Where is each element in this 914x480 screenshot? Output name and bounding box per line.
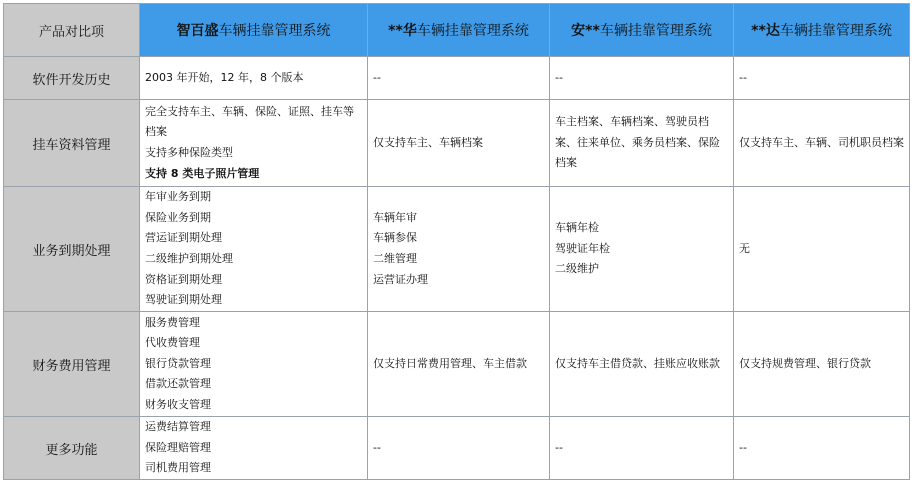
cell-trailer-records-3	[550, 100, 734, 187]
cell-expiry-2	[368, 187, 550, 312]
row-label-finance: 财务费用管理	[4, 312, 140, 417]
cell-line: 仅支持车主借贷款、挂账应收账款	[555, 356, 720, 370]
cell-expiry-3	[550, 187, 734, 312]
cell-line: --	[739, 70, 747, 84]
header-corner: 产品对比项	[4, 4, 140, 57]
cell-line: 车辆年审	[373, 210, 417, 224]
cell-line: 保险业务到期	[145, 210, 211, 224]
cell-line: 年审业务到期	[145, 190, 211, 204]
cell-line: 运营证办理	[373, 272, 428, 286]
row-trailer-records	[4, 100, 910, 187]
cell-line: 资格证到期处理	[145, 272, 222, 286]
cell-line: 2003 年开始，12 年，8 个版本	[145, 70, 304, 84]
product-3-name: 安**	[571, 23, 600, 39]
cell-line: 营运证到期处理	[145, 231, 222, 245]
cell-line: 无	[739, 241, 750, 255]
comparison-table	[3, 3, 910, 480]
cell-line: 车主档案、车辆档案、驾驶员档案、往来单位、乘务员档案、保险档案	[555, 115, 720, 170]
cell-line: 车辆年检	[555, 221, 599, 235]
cell-line: --	[373, 70, 381, 84]
row-expiry	[4, 187, 910, 312]
cell-line: 二级维护到期处理	[145, 252, 233, 265]
cell-line: 仅支持规费管理、银行贷款	[739, 356, 871, 370]
header-product-2	[368, 4, 550, 57]
cell-line: 二级维护	[555, 262, 599, 276]
header-product-4	[734, 4, 910, 57]
cell-line: 保险理赔管理	[145, 440, 211, 454]
cell-line: --	[555, 440, 563, 454]
cell-trailer-records-4	[734, 100, 910, 187]
cell-line: 驾驶证年检	[555, 241, 610, 255]
row-label-more: 更多功能	[4, 417, 140, 480]
cell-line: 仅支持车主、车辆、司机职员档案	[739, 135, 904, 149]
cell-history-3	[550, 57, 734, 100]
header-row	[4, 4, 910, 57]
cell-line: 二维管理	[373, 252, 417, 265]
row-more	[4, 417, 910, 480]
product-2-suffix: 车辆挂靠管理系统	[416, 23, 529, 39]
cell-history-1	[140, 57, 368, 100]
cell-line: 驾驶证到期处理	[145, 293, 222, 307]
cell-line: 仅支持车主、车辆档案	[373, 135, 483, 149]
cell-line: 服务费管理	[145, 315, 200, 329]
cell-line: 支持多种保险类型	[145, 146, 233, 159]
cell-line: 借款还款管理	[145, 377, 211, 391]
header-product-3	[550, 4, 734, 57]
cell-history-2	[368, 57, 550, 100]
row-finance	[4, 312, 910, 417]
product-4-name: **达	[751, 23, 780, 39]
product-1-suffix: 车辆挂靠管理系统	[218, 23, 331, 39]
cell-line: 银行贷款管理	[145, 356, 211, 370]
cell-more-4	[734, 417, 910, 480]
cell-finance-2	[368, 312, 550, 417]
row-label-history: 软件开发历史	[4, 57, 140, 100]
cell-expiry-4	[734, 187, 910, 312]
cell-trailer-records-1	[140, 100, 368, 187]
cell-line: --	[373, 440, 381, 454]
cell-line: --	[555, 70, 563, 84]
row-label-trailer-records: 挂车资料管理	[4, 100, 140, 187]
cell-expiry-1	[140, 187, 368, 312]
cell-line: 代收费管理	[145, 336, 200, 350]
cell-line: --	[739, 440, 747, 454]
cell-line: 车辆参保	[373, 231, 417, 245]
cell-history-4	[734, 57, 910, 100]
cell-line: 财务收支管理	[145, 397, 211, 411]
cell-line: 司机费用管理	[145, 461, 211, 475]
cell-finance-3	[550, 312, 734, 417]
product-1-name: 智百盛	[176, 23, 219, 39]
cell-more-2	[368, 417, 550, 480]
cell-line: 运费结算管理	[145, 420, 211, 434]
product-4-suffix: 车辆挂靠管理系统	[779, 23, 892, 39]
cell-line: 仅支持日常费用管理、车主借款	[373, 356, 527, 370]
cell-more-1	[140, 417, 368, 480]
cell-trailer-records-2	[368, 100, 550, 187]
cell-more-3	[550, 417, 734, 480]
product-3-suffix: 车辆挂靠管理系统	[599, 23, 712, 39]
cell-line: 支持 8 类电子照片管理	[145, 166, 260, 180]
row-label-expiry: 业务到期处理	[4, 187, 140, 312]
cell-finance-4	[734, 312, 910, 417]
header-product-1	[140, 4, 368, 57]
product-2-name: **华	[388, 23, 417, 39]
cell-line: 完全支持车主、车辆、保险、证照、挂车等档案	[145, 104, 354, 139]
cell-finance-1	[140, 312, 368, 417]
row-history	[4, 57, 910, 100]
